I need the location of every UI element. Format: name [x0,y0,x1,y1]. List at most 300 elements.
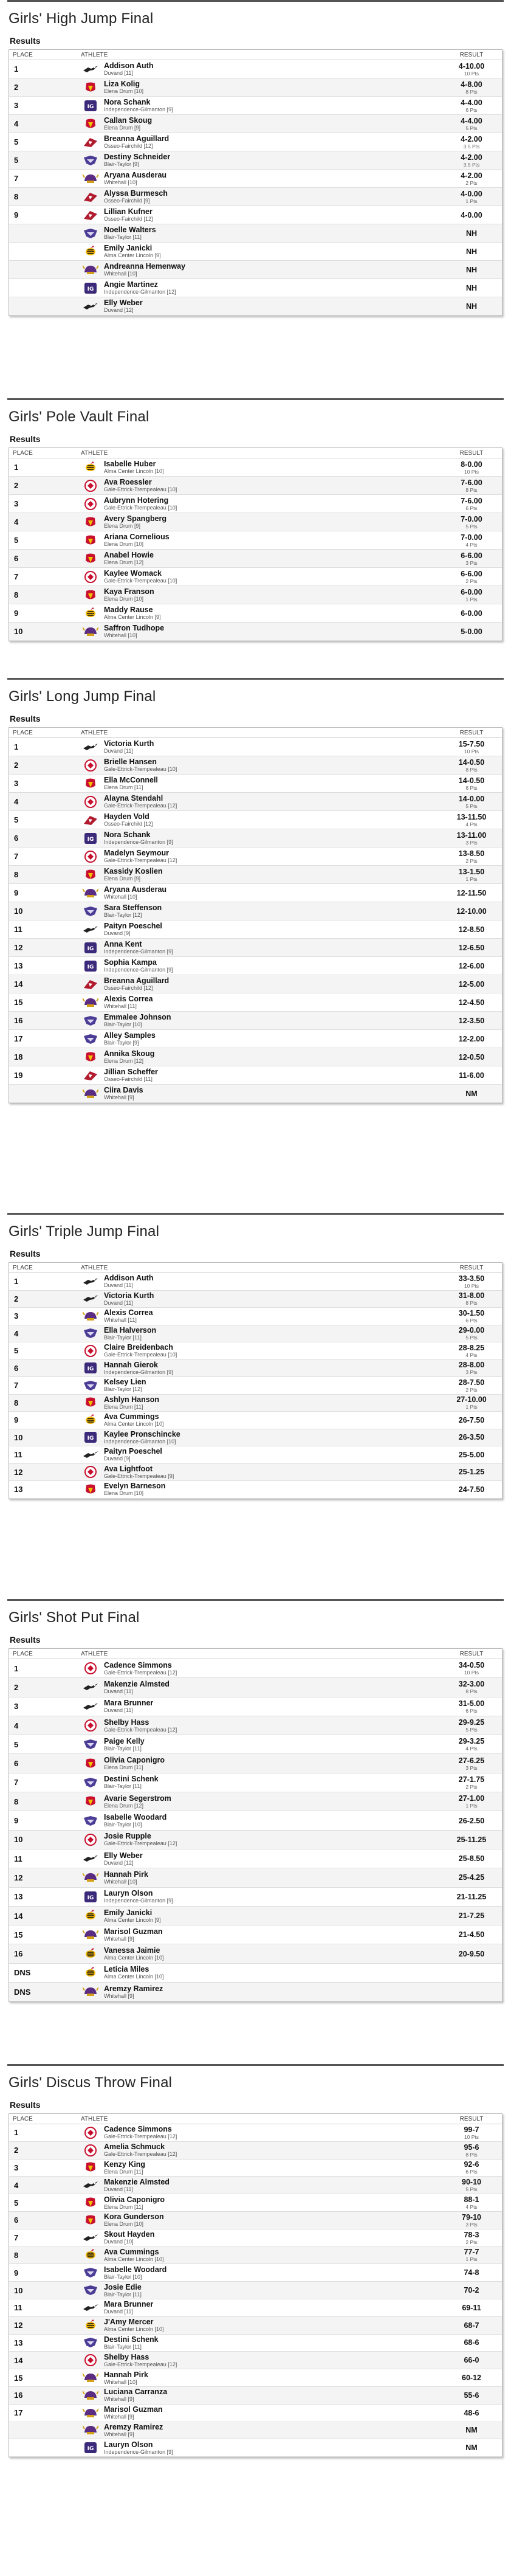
table-row[interactable] [9,188,502,206]
athlete-team[interactable]: Whitehall [9] [104,2396,134,2403]
table-row[interactable] [9,1868,502,1887]
table-row[interactable] [9,1360,502,1378]
table-row[interactable] [9,2352,502,2369]
athlete-team[interactable]: Elena Drum [11] [104,1403,143,1410]
athlete-name[interactable]: Aryana Ausderau [104,885,167,894]
athlete-team[interactable]: Independence-Gilmanton [10] [104,1438,176,1445]
table-row[interactable] [9,133,502,151]
athlete-team[interactable]: Blair-Taylor [11] [104,2291,142,2298]
athlete-team[interactable]: Whitehall [9] [104,2431,134,2437]
athlete-team[interactable]: Elena Drum [11] [104,1764,143,1771]
table-row[interactable] [9,1030,502,1048]
athlete-team[interactable]: Duvand [10] [104,2239,134,2245]
athlete-team[interactable]: Elena Drum [12] [104,1058,144,1064]
athlete-name[interactable]: Avery Spangberg [104,514,167,523]
table-row[interactable] [9,2264,502,2282]
athlete-name[interactable]: Aubrynn Hotering [104,496,169,505]
athlete-name[interactable]: Luciana Carranza [104,2388,168,2397]
athlete-team[interactable]: Blair-Taylor [12] [104,1386,142,1393]
table-row[interactable] [9,1678,502,1697]
athlete-team[interactable]: Duvand [11] [104,1282,133,1289]
table-row[interactable] [9,920,502,939]
athlete-name[interactable]: Isabelle Woodard [104,2265,167,2274]
athlete-name[interactable]: Saffron Tudhope [104,624,165,632]
table-row[interactable] [9,2369,502,2387]
athlete-name[interactable]: Cadence Simmons [104,1660,172,1670]
result-cell [441,1775,502,1790]
table-row[interactable] [9,2160,502,2177]
athlete-team[interactable]: Elena Drum [9] [104,523,141,529]
place-cell: 13 [14,2338,23,2347]
table-row[interactable] [9,2124,502,2142]
athlete-name[interactable]: Paige Kelly [104,1736,145,1746]
table-row[interactable] [9,1429,502,1447]
table-row[interactable] [9,1048,502,1066]
athlete-name[interactable]: Ariana Cornelious [104,533,170,541]
athlete-team[interactable]: Elena Drum [11] [104,2168,143,2175]
athlete-team[interactable]: Osseo-Fairchild [12] [104,216,153,222]
table-row[interactable] [9,1291,502,1308]
athlete-name[interactable]: Aremzy Ramirez [104,1984,163,1993]
athlete-team[interactable]: Osseo-Fairchild [11] [104,1076,153,1082]
athlete-team[interactable]: Gale-Ettrick-Trempealeau [12] [104,803,177,809]
athlete-team[interactable]: Alma Center Lincoln [10] [104,1421,164,1428]
athlete-name[interactable]: Elly Weber [104,1851,143,1860]
table-row[interactable] [9,811,502,829]
athlete-team[interactable]: Duvand [12] [104,1859,134,1866]
table-row[interactable] [9,756,502,775]
athlete-cell [104,1412,441,1428]
athlete-team[interactable]: Elena Drum [11] [104,784,143,790]
athlete-cell [104,867,441,882]
table-row[interactable] [9,2247,502,2265]
athlete-team[interactable]: Elena Drum [10] [104,2221,144,2228]
athlete-name[interactable]: Alyssa Burmesch [104,189,168,198]
athlete-name[interactable]: Destini Schenk [104,2335,159,2344]
athlete-team[interactable]: Gale-Ettrick-Trempealeau [12] [104,2151,177,2158]
athlete-name[interactable]: Andreanna Hemenway [104,262,186,271]
athlete-team[interactable]: Alma Center Lincoln [9] [104,614,161,620]
result-mark: 4-4.00 [461,116,482,125]
athlete-name[interactable]: Emmalee Johnson [104,1013,171,1021]
athlete-name[interactable]: Ashlyn Hanson [104,1395,159,1404]
athlete-name[interactable]: Josie Rupple [104,1832,151,1841]
table-row[interactable] [9,604,502,623]
athlete-team[interactable]: Elena Drum [10] [104,541,144,547]
athlete-name[interactable]: Hannah Gierok [104,1360,158,1369]
athlete-name[interactable]: Nora Schank [104,830,151,839]
athlete-team[interactable]: Gale-Ettrick-Trempealeau [10] [104,486,177,492]
athlete-name[interactable]: Destini Schenk [104,1775,159,1784]
table-row[interactable] [9,1308,502,1325]
athlete-team[interactable]: Elena Drum [9] [104,125,141,131]
table-row[interactable] [9,957,502,975]
table-row[interactable] [9,775,502,793]
table-row[interactable] [9,1716,502,1735]
table-row[interactable] [9,586,502,604]
athlete-name[interactable]: Mara Brunner [104,1699,154,1708]
athlete-name[interactable]: Elly Weber [104,299,143,307]
athlete-team[interactable]: Whitehall [10] [104,2378,137,2385]
table-row[interactable] [9,1085,502,1103]
athlete-name[interactable]: Victoria Kurth [104,739,154,748]
athlete-team[interactable]: Gale-Ettrick-Trempealeau [12] [104,857,177,863]
athlete-team[interactable]: Osseo-Fairchild [12] [104,985,153,991]
athlete-name[interactable]: Breanna Aguillard [104,134,170,143]
table-row[interactable] [9,2439,502,2457]
athlete-team[interactable]: Alma Center Lincoln [9] [104,252,161,258]
athlete-team[interactable]: Blair-Taylor [11] [104,1745,142,1752]
athlete-name[interactable]: Ava Lightfoot [104,1464,153,1473]
athlete-team[interactable]: Whitehall [10] [104,179,137,185]
athlete-name[interactable]: Paityn Poeschel [104,922,162,930]
athlete-name[interactable]: Aremzy Ramirez [104,2422,163,2431]
ig-icon [82,2441,99,2454]
athlete-name[interactable]: Ava Cummings [104,2247,159,2256]
athlete-team[interactable]: Whitehall [10] [104,1878,137,1885]
athlete-name[interactable]: Jillian Scheffer [104,1068,158,1076]
athlete-team[interactable]: Whitehall [9] [104,1935,134,1942]
athlete-name[interactable]: Anna Kent [104,940,142,948]
athlete-name[interactable]: Marisol Guzman [104,2405,163,2414]
table-row[interactable] [9,848,502,866]
table-row[interactable] [9,531,502,550]
athlete-team[interactable]: Blair-Taylor [9] [104,1040,139,1046]
table-row[interactable] [9,1754,502,1773]
athlete-name[interactable]: Callan Skoug [104,116,153,125]
athlete-team[interactable]: Duvand [9] [104,1455,131,1462]
athlete-team[interactable]: Gale-Ettrick-Trempealeau [9] [104,1473,174,1479]
athlete-name[interactable]: Kaylee Pronschincke [104,1429,180,1438]
table-row[interactable] [9,297,502,316]
athlete-name[interactable]: Kenzy King [104,2160,146,2169]
table-row[interactable] [9,1792,502,1811]
table-row[interactable] [9,1907,502,1925]
athlete-team[interactable]: Independence-Gilmanton [9] [104,839,173,845]
athlete-name[interactable]: Paityn Poeschel [104,1447,162,1456]
athlete-team[interactable]: Blair-Taylor [9] [104,161,139,167]
athlete-team[interactable]: Independence-Gilmanton [9] [104,1369,173,1375]
table-row[interactable] [9,550,502,568]
athlete-name[interactable]: Alexis Correa [104,1308,153,1317]
athlete-team[interactable]: Osseo-Fairchild [9] [104,198,150,204]
table-row[interactable] [9,793,502,811]
table-row[interactable] [9,829,502,848]
result-mark: 21-11.25 [456,1892,487,1901]
athlete-name[interactable]: Ava Roessler [104,478,152,486]
athlete-team[interactable]: Gale-Ettrick-Trempealeau [10] [104,578,177,584]
athlete-team[interactable]: Alma Center Lincoln [10] [104,468,164,474]
athlete-name[interactable]: Kora Gunderson [104,2212,164,2222]
athlete-team[interactable]: Duvand [11] [104,748,133,754]
table-row[interactable] [9,1849,502,1868]
table-row[interactable] [9,2387,502,2405]
table-row[interactable] [9,477,502,495]
athlete-team[interactable]: Independence-Gilmanton [9] [104,1897,173,1904]
athlete-team[interactable]: Alma Center Lincoln [10] [104,1973,164,1980]
table-row[interactable] [9,495,502,513]
athlete-team[interactable]: Gale-Ettrick-Trempealeau [12] [104,1726,177,1733]
table-row[interactable] [9,1395,502,1412]
table-row[interactable] [9,902,502,920]
athlete-team[interactable]: Blair-Taylor [12] [104,912,142,918]
athlete-name[interactable]: Isabelle Huber [104,460,156,468]
result-mark: 12-6.00 [458,961,485,970]
table-row[interactable] [9,2317,502,2335]
athlete-name[interactable]: Nora Schank [104,98,151,106]
athlete-team[interactable]: Elena Drum [11] [104,2203,143,2210]
table-row[interactable] [9,1446,502,1464]
athlete-team[interactable]: Blair-Taylor [11] [104,2343,142,2350]
athlete-team[interactable]: Elena Drum [12] [104,1802,144,1809]
athlete-team[interactable]: Duvand [9] [104,930,131,936]
table-row[interactable] [9,513,502,531]
athlete-name[interactable]: Madelyn Seymour [104,849,169,857]
athlete-name[interactable]: Alayna Stendahl [104,794,163,803]
table-row[interactable] [9,1888,502,1907]
result-mark: NH [465,265,478,274]
table-row[interactable] [9,261,502,279]
athlete-name[interactable]: Kaylee Womack [104,569,162,578]
athlete-team[interactable]: Whitehall [9] [104,1094,134,1100]
table-row[interactable] [9,738,502,756]
table-row[interactable] [9,993,502,1012]
table-row[interactable] [9,2422,502,2440]
athlete-team[interactable]: Independence-Gilmanton [12] [104,289,176,295]
athlete-name[interactable]: Victoria Kurth [104,1291,154,1300]
athlete-name[interactable]: Josie Edie [104,2282,142,2291]
athlete-team[interactable]: Blair-Taylor [10] [104,1021,142,1027]
table-row[interactable] [9,1377,502,1395]
athlete-name[interactable]: Evelyn Barneson [104,1482,166,1491]
athlete-name[interactable]: Ella Halverson [104,1325,157,1335]
table-row[interactable] [9,1964,502,1983]
result-cell [441,190,502,204]
athlete-team[interactable]: Elena Drum [12] [104,559,144,565]
athlete-team[interactable]: Duvand [12] [104,307,134,313]
athlete-team[interactable]: Blair-Taylor [11] [104,1783,142,1790]
athlete-name[interactable]: Emily Janicki [104,1908,153,1917]
table-row[interactable] [9,1735,502,1754]
athlete-team[interactable]: Blair-Taylor [10] [104,1822,142,1828]
table-row[interactable] [9,1697,502,1716]
table-row[interactable] [9,1773,502,1792]
athlete-team[interactable]: Duvand [11] [104,2308,133,2315]
athlete-team[interactable]: Independence-Gilmanton [9] [104,2448,173,2455]
athlete-team[interactable]: Duvand [11] [104,70,133,76]
table-row[interactable] [9,1012,502,1030]
table-row[interactable] [9,243,502,261]
athlete-team[interactable]: Whitehall [10] [104,271,137,277]
athlete-team[interactable]: Alma Center Lincoln [10] [104,2256,164,2262]
athlete-team[interactable]: Alma Center Lincoln [10] [104,1955,164,1961]
athlete-cell [104,1794,441,1809]
athlete-team[interactable]: Whitehall [10] [104,632,137,638]
athlete-name[interactable]: Skout Hayden [104,2230,155,2239]
table-row[interactable] [9,2405,502,2422]
athlete-name[interactable]: Hayden Vold [104,812,149,821]
athlete-name[interactable]: Kaya Franson [104,587,154,596]
table-row[interactable] [9,2299,502,2317]
table-row[interactable] [9,1481,502,1499]
table-row[interactable] [9,2142,502,2160]
athlete-team[interactable]: Whitehall [11] [104,1317,137,1324]
athlete-team[interactable]: Duvand [11] [104,1688,133,1694]
athlete-name[interactable]: J'Amy Mercer [104,2318,154,2327]
athlete-name[interactable]: Shelby Hass [104,2352,149,2361]
athlete-team[interactable]: Alma Center Lincoln [10] [104,2326,164,2333]
athlete-name[interactable]: Lauryn Olson [104,1889,153,1898]
table-row[interactable] [9,1659,502,1678]
athlete-team[interactable]: Duvand [11] [104,2186,133,2192]
athlete-name[interactable]: Marisol Guzman [104,1927,163,1936]
athlete-name[interactable]: Claire Breidenbach [104,1343,173,1352]
athlete-name[interactable]: Olivia Caponigro [104,2195,165,2204]
table-row[interactable] [9,1412,502,1429]
athlete-team[interactable]: Elena Drum [10] [104,1490,144,1497]
athlete-team[interactable]: Alma Center Lincoln [9] [104,1916,161,1923]
athlete-name[interactable]: Sara Steffenson [104,903,162,912]
athlete-name[interactable]: Ella McConnell [104,776,158,784]
result-cell [441,740,502,754]
table-row[interactable] [9,1464,502,1482]
athlete-team[interactable]: Independence-Gilmanton [9] [104,106,173,112]
table-row[interactable] [9,884,502,902]
result-mark: 28-8.25 [458,1343,485,1352]
athlete-name[interactable]: Kelsey Lien [104,1378,146,1387]
athlete-team[interactable]: Duvand [11] [104,1707,133,1714]
athlete-team[interactable]: Osseo-Fairchild [12] [104,143,153,149]
athlete-name[interactable]: Lauryn Olson [104,2440,153,2449]
table-row[interactable] [9,2212,502,2229]
athlete-name[interactable]: Angie Martinez [104,280,158,289]
athlete-name[interactable]: Ciira Davis [104,1086,143,1094]
table-row[interactable] [9,939,502,957]
athlete-name[interactable]: Cadence Simmons [104,2125,172,2134]
table-row[interactable] [9,568,502,586]
athlete-team[interactable]: Whitehall [11] [104,1003,137,1009]
athlete-name[interactable]: Avarie Segerstrom [104,1794,171,1803]
table-row[interactable] [9,60,502,78]
athlete-name[interactable]: Hannah Pirk [104,2370,148,2379]
athlete-name[interactable]: Addison Auth [104,61,154,70]
athlete-name[interactable]: Makenzie Almsted [104,2177,170,2186]
table-row[interactable] [9,1066,502,1085]
table-row[interactable] [9,2335,502,2352]
athlete-team[interactable]: Elena Drum [10] [104,596,144,602]
athlete-team[interactable]: Independence-Gilmanton [9] [104,967,173,973]
athlete-name[interactable]: Destiny Schneider [104,153,171,161]
athlete-name[interactable]: Vanessa Jaimie [104,1946,160,1955]
table-row[interactable] [9,458,502,477]
result-cell [441,1835,502,1844]
athlete-name[interactable]: Aryana Ausderau [104,171,167,179]
athlete-name[interactable]: Liza Kolig [104,80,140,88]
athlete-team[interactable]: Elena Drum [9] [104,875,141,882]
table-row[interactable] [9,97,502,115]
table-row[interactable] [9,623,502,641]
table-row[interactable] [9,224,502,243]
table-row[interactable] [9,2194,502,2212]
norse-icon [82,1310,99,1323]
table-row[interactable] [9,1811,502,1830]
athlete-name[interactable]: Maddy Rause [104,606,153,614]
table-row[interactable] [9,1325,502,1343]
athlete-team[interactable]: Gale-Ettrick-Trempealeau [10] [104,766,177,772]
table-row[interactable] [9,1342,502,1360]
table-row[interactable] [9,2282,502,2299]
table-row[interactable] [9,2229,502,2247]
athlete-name[interactable]: Kassidy Koslien [104,867,163,875]
place-cell: 4 [14,1328,19,1338]
athlete-name[interactable]: Lillian Kufner [104,207,153,216]
table-row[interactable] [9,78,502,97]
athlete-name[interactable]: Shelby Hass [104,1718,149,1727]
athlete-team[interactable]: Gale-Ettrick-Trempealeau [12] [104,1840,177,1847]
athlete-team[interactable]: Osseo-Fairchild [12] [104,821,153,827]
athlete-name[interactable]: Annika Skoug [104,1049,155,1058]
athlete-team[interactable]: Gale-Ettrick-Trempealeau [12] [104,2133,177,2140]
athlete-team[interactable]: Gale-Ettrick-Trempealeau [12] [104,2361,177,2367]
athlete-name[interactable]: Addison Auth [104,1274,154,1283]
athlete-name[interactable]: Amelia Schmuck [104,2143,165,2152]
athlete-team[interactable]: Gale-Ettrick-Trempealeau [12] [104,1669,177,1676]
athlete-team[interactable]: Elena Drum [10] [104,88,144,94]
athlete-name[interactable]: Hannah Pirk [104,1870,148,1879]
table-row[interactable] [9,151,502,170]
athlete-name[interactable]: Alexis Correa [104,995,153,1003]
athlete-name[interactable]: Anabel Howie [104,551,154,559]
table-row[interactable] [9,1925,502,1944]
table-row[interactable] [9,1831,502,1849]
table-row[interactable] [9,115,502,133]
athlete-name[interactable]: Alley Samples [104,1031,156,1040]
table-row[interactable] [9,975,502,993]
athlete-team[interactable]: Blair-Taylor [10] [104,2273,142,2280]
athlete-name[interactable]: Mara Brunner [104,2300,154,2309]
athlete-team[interactable]: Whitehall [10] [104,894,137,900]
athlete-team[interactable]: Whitehall [9] [104,1992,134,1999]
athlete-team[interactable]: Whitehall [9] [104,2414,134,2420]
athlete-name[interactable]: Sophia Kampa [104,958,157,967]
athlete-team[interactable]: Duvand [11] [104,1299,133,1306]
athlete-name[interactable]: Isabelle Woodard [104,1813,167,1822]
athlete-name[interactable]: Breanna Aguillard [104,976,170,985]
athlete-name[interactable]: Olivia Caponigro [104,1756,165,1765]
svg-text:IG: IG [87,286,94,292]
table-row[interactable] [9,170,502,188]
athlete-team[interactable]: Independence-Gilmanton [9] [104,948,173,955]
athlete-name[interactable]: Makenzie Almsted [104,1679,170,1688]
table-row[interactable] [9,2177,502,2194]
table-row[interactable] [9,279,502,297]
table-row[interactable] [9,1983,502,2001]
athlete-name[interactable]: Leticia Miles [104,1965,149,1974]
table-row[interactable] [9,1944,502,1963]
result-cell [441,609,502,618]
athlete-name[interactable]: Noelle Walters [104,226,156,234]
table-row[interactable] [9,206,502,224]
table-row[interactable] [9,1273,502,1291]
athlete-team[interactable]: Blair-Taylor [11] [104,1334,142,1341]
athlete-name[interactable]: Brielle Hansen [104,758,157,766]
athlete-team[interactable]: Blair-Taylor [11] [104,234,142,240]
athlete-name[interactable]: Ava Cummings [104,1412,159,1421]
athlete-team[interactable]: Gale-Ettrick-Trempealeau [10] [104,505,177,511]
athlete-team[interactable]: Gale-Ettrick-Trempealeau [10] [104,1352,177,1358]
table-row[interactable] [9,866,502,884]
athlete-name[interactable]: Emily Janicki [104,244,153,252]
